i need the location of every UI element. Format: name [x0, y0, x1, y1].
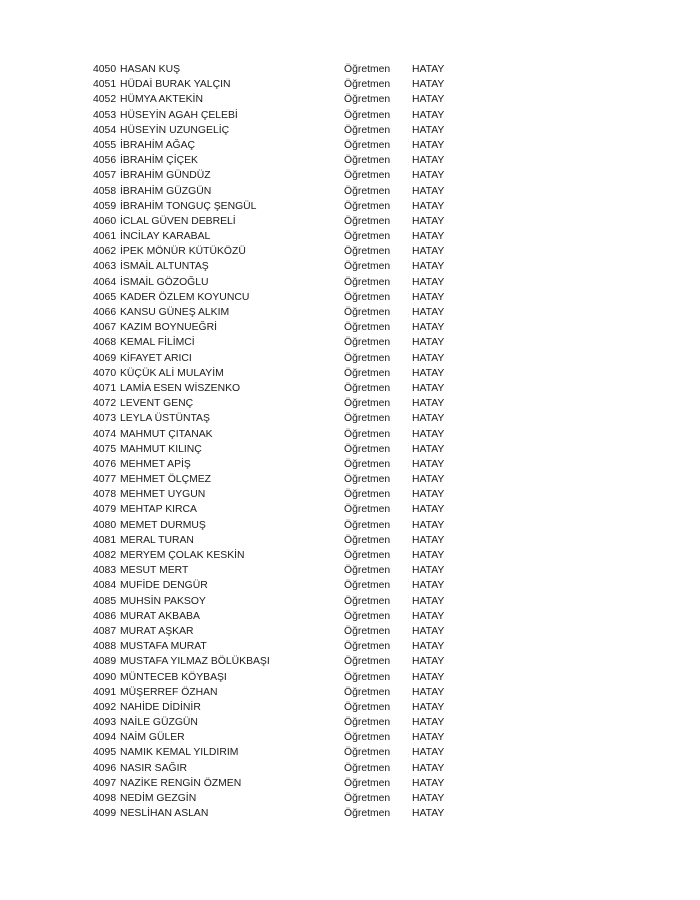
- row-number: 4063: [93, 261, 117, 273]
- list-item: [93, 578, 473, 593]
- job-title: Öğretmen: [344, 747, 391, 759]
- job-title: Öğretmen: [344, 580, 391, 592]
- list-item: [93, 411, 473, 426]
- row-number: 4093: [93, 717, 117, 729]
- list-item: [93, 502, 473, 517]
- city-name: HATAY: [412, 489, 445, 501]
- job-title: Öğretmen: [344, 519, 391, 531]
- list-item: [93, 275, 473, 290]
- city-name: HATAY: [412, 139, 445, 151]
- row-number: 4083: [93, 565, 117, 577]
- row-number: 4079: [93, 504, 117, 516]
- person-name: LAMİA ESEN WİSZENKO: [120, 382, 241, 394]
- list-item: [93, 123, 473, 138]
- row-number: 4091: [93, 686, 117, 698]
- row-number: 4098: [93, 793, 117, 804]
- job-title: Öğretmen: [344, 474, 391, 486]
- city-name: HATAY: [412, 534, 445, 546]
- person-name: NAİLE GÜZGÜN: [120, 717, 198, 729]
- city-name: HATAY: [412, 732, 445, 744]
- job-title: Öğretmen: [344, 109, 391, 121]
- row-number: 4080: [93, 519, 117, 531]
- list-item: [93, 761, 473, 776]
- city-name: HATAY: [412, 580, 445, 592]
- job-title: Öğretmen: [344, 155, 391, 167]
- person-name: MAHMUT ÇITANAK: [120, 428, 213, 440]
- job-title: Öğretmen: [344, 717, 391, 729]
- city-name: HATAY: [412, 200, 445, 212]
- city-name: HATAY: [412, 185, 445, 197]
- list-item: [93, 290, 473, 305]
- city-name: HATAY: [412, 276, 445, 288]
- job-title: Öğretmen: [344, 322, 391, 334]
- city-name: HATAY: [412, 595, 445, 607]
- row-number: 4087: [93, 625, 117, 637]
- list-item: [93, 259, 473, 274]
- person-name: MUFİDE DENGÜR: [120, 580, 208, 592]
- list-item: [93, 745, 473, 760]
- row-number: 4069: [93, 352, 117, 364]
- city-name: HATAY: [412, 625, 445, 637]
- row-number: 4095: [93, 747, 117, 759]
- person-name: İPEK MÖNÜR KÜTÜKÖZÜ: [120, 246, 246, 258]
- list-item: [93, 396, 473, 411]
- city-name: HATAY: [412, 170, 445, 182]
- list-item: [93, 685, 473, 700]
- row-number: 4078: [93, 489, 117, 501]
- job-title: Öğretmen: [344, 64, 391, 75]
- person-name: MEHTAP KIRCA: [120, 504, 197, 516]
- job-title: Öğretmen: [344, 246, 391, 258]
- row-number: 4057: [93, 170, 117, 182]
- list-item: [93, 320, 473, 335]
- person-name: İBRAHİM GÜZGÜN: [120, 185, 212, 197]
- city-name: HATAY: [412, 428, 445, 440]
- person-name: LEYLA ÜSTÜNTAŞ: [120, 413, 210, 425]
- job-title: Öğretmen: [344, 656, 391, 668]
- city-name: HATAY: [412, 610, 445, 622]
- person-name: KÜÇÜK ALİ MULAYİM: [120, 367, 224, 379]
- person-name: HÜMYA AKTEKİN: [120, 94, 203, 106]
- job-title: Öğretmen: [344, 352, 391, 364]
- job-title: Öğretmen: [344, 215, 391, 227]
- job-title: Öğretmen: [344, 367, 391, 379]
- city-name: HATAY: [412, 155, 445, 167]
- city-name: HATAY: [412, 565, 445, 577]
- city-name: HATAY: [412, 64, 445, 75]
- list-item: [93, 654, 473, 669]
- list-item: [93, 533, 473, 548]
- person-name: MERYEM ÇOLAK KESKİN: [120, 550, 245, 561]
- row-number: 4068: [93, 337, 117, 349]
- list-item: [93, 229, 473, 244]
- city-name: HATAY: [412, 656, 445, 668]
- list-item: [93, 670, 473, 685]
- city-name: HATAY: [412, 124, 445, 136]
- row-number: 4051: [93, 79, 117, 91]
- job-title: Öğretmen: [344, 625, 391, 637]
- list-item: [93, 715, 473, 730]
- person-name: MURAT AŞKAR: [120, 625, 194, 637]
- job-title: Öğretmen: [344, 610, 391, 622]
- row-number: 4070: [93, 367, 117, 379]
- row-number: 4066: [93, 307, 117, 318]
- list-item: [93, 305, 473, 320]
- person-name: HÜSEYİN UZUNGELİÇ: [120, 124, 230, 136]
- city-name: HATAY: [412, 550, 445, 561]
- job-title: Öğretmen: [344, 337, 391, 349]
- list-item: [93, 335, 473, 350]
- list-item: [93, 791, 473, 806]
- city-name: HATAY: [412, 215, 445, 227]
- list-item: [93, 62, 473, 77]
- person-name: NAZİKE RENGİN ÖZMEN: [120, 777, 242, 789]
- person-name: İNCİLAY KARABAL: [120, 231, 211, 243]
- row-number: 4075: [93, 443, 117, 455]
- person-name: MEHMET APİŞ: [120, 458, 191, 470]
- job-title: Öğretmen: [344, 701, 391, 713]
- person-name: MESUT MERT: [120, 565, 189, 577]
- list-item: [93, 214, 473, 229]
- job-title: Öğretmen: [344, 489, 391, 501]
- person-name: NAMIK KEMAL YILDIRIM: [120, 747, 239, 759]
- person-name: KAZIM BOYNUEĞRİ: [120, 322, 217, 334]
- list-item: [93, 457, 473, 472]
- person-name: KANSU GÜNEŞ ALKIM: [120, 307, 230, 318]
- row-number: 4089: [93, 656, 117, 668]
- list-item: [93, 624, 473, 639]
- city-name: HATAY: [412, 79, 445, 91]
- row-number: 4055: [93, 139, 117, 151]
- row-number: 4067: [93, 322, 117, 334]
- person-name: NESLİHAN ASLAN: [120, 808, 209, 820]
- person-name: İBRAHİM GÜNDÜZ: [120, 170, 211, 182]
- job-title: Öğretmen: [344, 382, 391, 394]
- city-name: HATAY: [412, 474, 445, 486]
- job-title: Öğretmen: [344, 139, 391, 151]
- row-number: 4056: [93, 155, 117, 167]
- person-name: İCLAL GÜVEN DEBRELİ: [120, 215, 236, 227]
- list-item: [93, 609, 473, 624]
- city-name: HATAY: [412, 504, 445, 516]
- person-name: MÜŞERREF ÖZHAN: [120, 686, 218, 698]
- job-title: Öğretmen: [344, 276, 391, 288]
- row-number: 4090: [93, 671, 117, 683]
- row-number: 4050: [93, 64, 117, 75]
- row-number: 4081: [93, 534, 117, 546]
- row-number: 4052: [93, 94, 117, 106]
- row-number: 4073: [93, 413, 117, 425]
- list-item: [93, 563, 473, 578]
- city-name: HATAY: [412, 109, 445, 121]
- list-item: [93, 366, 473, 381]
- row-number: 4077: [93, 474, 117, 486]
- job-title: Öğretmen: [344, 458, 391, 470]
- row-number: 4065: [93, 291, 117, 303]
- city-name: HATAY: [412, 367, 445, 379]
- city-name: HATAY: [412, 686, 445, 698]
- row-number: 4071: [93, 382, 117, 394]
- row-number: 4084: [93, 580, 117, 592]
- row-number: 4072: [93, 398, 117, 410]
- list-item: [93, 427, 473, 442]
- job-title: Öğretmen: [344, 261, 391, 273]
- row-number: 4054: [93, 124, 117, 136]
- job-title: Öğretmen: [344, 185, 391, 197]
- city-name: HATAY: [412, 307, 445, 318]
- person-name: MURAT AKBABA: [120, 610, 200, 622]
- row-number: 4085: [93, 595, 117, 607]
- city-name: HATAY: [412, 398, 445, 410]
- list-item: [93, 442, 473, 457]
- job-title: Öğretmen: [344, 595, 391, 607]
- list-item: [93, 77, 473, 92]
- row-number: 4061: [93, 231, 117, 243]
- person-name: İBRAHİM ÇİÇEK: [120, 155, 198, 167]
- person-name: İSMAİL GÖZOĞLU: [120, 276, 209, 288]
- list-item: [93, 776, 473, 791]
- list-item: [93, 730, 473, 745]
- row-number: 4053: [93, 109, 117, 121]
- person-name: MEMET DURMUŞ: [120, 519, 206, 531]
- row-number: 4097: [93, 777, 117, 789]
- list-item: [93, 548, 473, 563]
- job-title: Öğretmen: [344, 534, 391, 546]
- job-title: Öğretmen: [344, 428, 391, 440]
- job-title: Öğretmen: [344, 686, 391, 698]
- person-name: İSMAİL ALTUNTAŞ: [120, 261, 209, 273]
- job-title: Öğretmen: [344, 170, 391, 182]
- person-name: MAHMUT KILINÇ: [120, 443, 202, 455]
- row-number: 4074: [93, 428, 117, 440]
- person-name: MEHMET UYGUN: [120, 489, 206, 501]
- job-title: Öğretmen: [344, 94, 391, 106]
- city-name: HATAY: [412, 701, 445, 713]
- job-title: Öğretmen: [344, 504, 391, 516]
- row-number: 4082: [93, 550, 117, 561]
- job-title: Öğretmen: [344, 413, 391, 425]
- row-number: 4064: [93, 276, 117, 288]
- city-name: HATAY: [412, 322, 445, 334]
- city-name: HATAY: [412, 382, 445, 394]
- city-name: HATAY: [412, 291, 445, 303]
- city-name: HATAY: [412, 762, 445, 774]
- city-name: HATAY: [412, 777, 445, 789]
- job-title: Öğretmen: [344, 641, 391, 653]
- person-name: MEHMET ÖLÇMEZ: [120, 474, 212, 486]
- list-item: [93, 806, 473, 821]
- person-name: İBRAHİM AĞAÇ: [120, 139, 196, 151]
- job-title: Öğretmen: [344, 671, 391, 683]
- city-name: HATAY: [412, 641, 445, 653]
- city-name: HATAY: [412, 261, 445, 273]
- person-name: MUHSİN PAKSOY: [120, 595, 206, 607]
- row-number: 4058: [93, 185, 117, 197]
- job-title: Öğretmen: [344, 762, 391, 774]
- list-item: [93, 153, 473, 168]
- city-name: HATAY: [412, 443, 445, 455]
- list-item: [93, 244, 473, 259]
- job-title: Öğretmen: [344, 793, 391, 804]
- city-name: HATAY: [412, 94, 445, 106]
- job-title: Öğretmen: [344, 231, 391, 243]
- person-name: LEVENT GENÇ: [120, 398, 194, 410]
- person-name: HASAN KUŞ: [120, 64, 181, 75]
- row-number: 4088: [93, 641, 117, 653]
- roster-list: [93, 62, 473, 821]
- city-name: HATAY: [412, 352, 445, 364]
- row-number: 4094: [93, 732, 117, 744]
- list-item: [93, 351, 473, 366]
- person-name: KİFAYET ARICI: [120, 352, 192, 364]
- list-item: [93, 199, 473, 214]
- person-name: MUSTAFA MURAT: [120, 641, 207, 653]
- list-item: [93, 639, 473, 654]
- list-item: [93, 518, 473, 533]
- job-title: Öğretmen: [344, 808, 391, 820]
- row-number: 4060: [93, 215, 117, 227]
- city-name: HATAY: [412, 793, 445, 804]
- job-title: Öğretmen: [344, 291, 391, 303]
- city-name: HATAY: [412, 246, 445, 258]
- job-title: Öğretmen: [344, 307, 391, 318]
- city-name: HATAY: [412, 337, 445, 349]
- person-name: MÜNTECEB KÖYBAŞI: [120, 671, 227, 683]
- job-title: Öğretmen: [344, 565, 391, 577]
- list-item: [93, 594, 473, 609]
- job-title: Öğretmen: [344, 550, 391, 561]
- job-title: Öğretmen: [344, 732, 391, 744]
- list-item: [93, 92, 473, 107]
- row-number: 4099: [93, 808, 117, 820]
- job-title: Öğretmen: [344, 200, 391, 212]
- person-name: HÜSEYİN AGAH ÇELEBİ: [120, 109, 238, 121]
- person-name: KEMAL FİLİMCİ: [120, 337, 195, 349]
- list-item: [93, 700, 473, 715]
- person-name: MERAL TURAN: [120, 534, 194, 546]
- city-name: HATAY: [412, 747, 445, 759]
- list-item: [93, 168, 473, 183]
- list-item: [93, 108, 473, 123]
- city-name: HATAY: [412, 671, 445, 683]
- list-item: [93, 138, 473, 153]
- person-name: KADER ÖZLEM KOYUNCU: [120, 291, 250, 303]
- city-name: HATAY: [412, 458, 445, 470]
- person-name: NASIR SAĞIR: [120, 762, 187, 774]
- job-title: Öğretmen: [344, 79, 391, 91]
- city-name: HATAY: [412, 413, 445, 425]
- list-item: [93, 487, 473, 502]
- city-name: HATAY: [412, 717, 445, 729]
- row-number: 4092: [93, 701, 117, 713]
- list-item: [93, 184, 473, 199]
- row-number: 4086: [93, 610, 117, 622]
- row-number: 4062: [93, 246, 117, 258]
- person-name: İBRAHİM TONGUÇ ŞENGÜL: [120, 200, 257, 212]
- city-name: HATAY: [412, 808, 445, 820]
- job-title: Öğretmen: [344, 443, 391, 455]
- job-title: Öğretmen: [344, 124, 391, 136]
- row-number: 4059: [93, 200, 117, 212]
- job-title: Öğretmen: [344, 398, 391, 410]
- person-name: NAİM GÜLER: [120, 732, 185, 744]
- city-name: HATAY: [412, 231, 445, 243]
- person-name: HÜDAİ BURAK YALÇIN: [120, 79, 231, 91]
- person-name: NEDİM GEZGİN: [120, 793, 197, 804]
- person-name: NAHİDE DİDİNİR: [120, 701, 201, 713]
- person-name: MUSTAFA YILMAZ BÖLÜKBAŞI: [120, 656, 270, 668]
- list-item: [93, 472, 473, 487]
- row-number: 4096: [93, 762, 117, 774]
- list-item: [93, 381, 473, 396]
- row-number: 4076: [93, 458, 117, 470]
- job-title: Öğretmen: [344, 777, 391, 789]
- city-name: HATAY: [412, 519, 445, 531]
